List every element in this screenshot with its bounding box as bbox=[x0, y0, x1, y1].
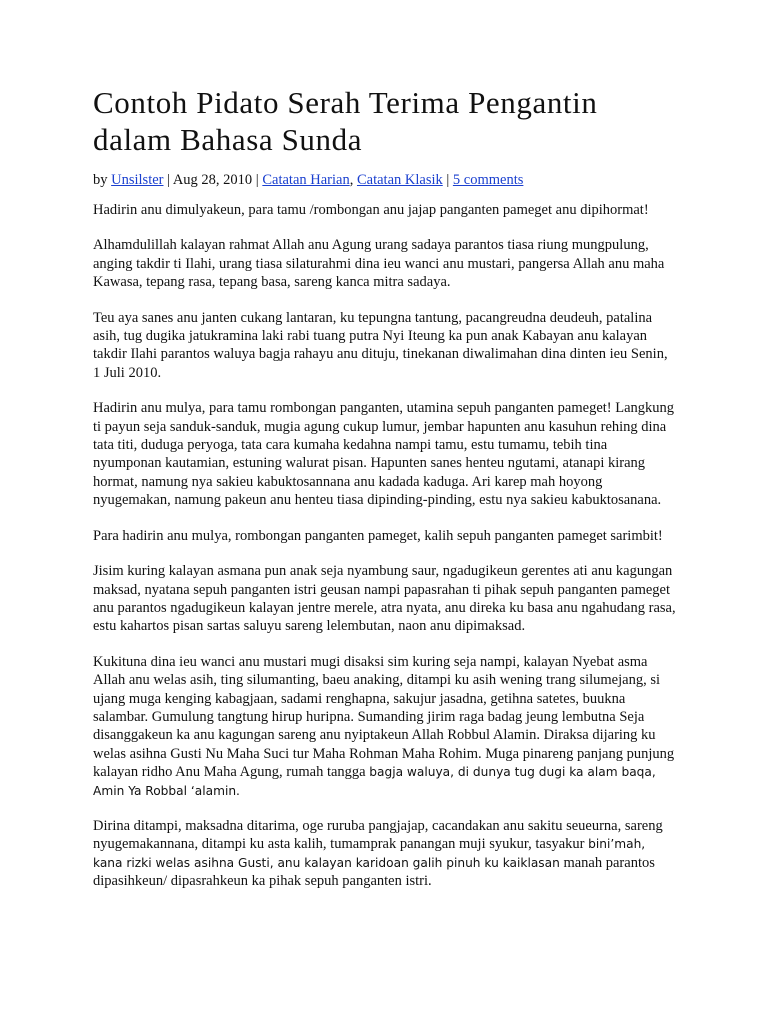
paragraph-8 bbox=[93, 817, 676, 891]
paragraph-8-closing: manah parantos dipasihkeun/ dipasrahkeun ka pihak sepuh panganten istri. bbox=[93, 854, 655, 890]
paragraph-7-closing: bagja waluya, di dunya tug dugi ka alam baqa, Amin Ya Robbal ‘alamin. bbox=[93, 765, 656, 798]
title-line-2: dalam Bahasa Sunda bbox=[93, 122, 363, 157]
category-link-catatan-klasik[interactable]: Catatan Klasik bbox=[356, 172, 443, 188]
post-meta bbox=[93, 170, 676, 190]
paragraph-5: Para hadirin anu mulya, rombongan panganten pameget, kalih sepuh panganten pameget sarimbit! bbox=[93, 527, 663, 544]
paragraph-8-body: Dirina ditampi, maksadna ditarima, oge ruruba pangjajap, cacandakan anu sakitu seueurna, sareng nyugemakannana, ditampi ku asta kalih, tumamprak panangan muji syukur, tasyakur bbox=[93, 817, 663, 853]
meta-separator: | bbox=[442, 172, 453, 188]
page-title bbox=[93, 84, 676, 158]
paragraph-4: Hadirin anu mulya, para tamu rombongan panganten, utamina sepuh panganten pameget! Langkung ti payun seja sanduk-sanduk, mugia agung cukup lumur, jembar hapunten anu kasuhun rehing dina tata titi, duduga peryoga, tata cara kumaha kedahna nampi tamu, estu tumamu, tebih tina nyumponan kautamian, estuning walurat pisan. Hapunten sanes henteu ngutami, atanapi kirang hormat, namung nya sakieu kabuktosannana anu kadada kaduga. Ari karep mah hoyong nyugemakan, namung pakeun anu henteu tiasa dipinding-pinding, estu nya sakieu kabuktosanana. bbox=[93, 400, 675, 509]
comments-link[interactable]: 5 comments bbox=[452, 172, 524, 188]
category-link-catatan-harian[interactable]: Catatan Harian bbox=[262, 172, 350, 188]
meta-comma: , bbox=[349, 172, 357, 188]
paragraph-7-body: Kukituna dina ieu wanci anu mustari mugi disaksi sim kuring seja nampi, kalayan Nyebat asma Allah anu welas asih, ting silumanting, baeu anaking, ditampi ku asih wening trang silumejang, si ujang muga kenging kabagjaan, sadami renghapna, sakujur jasadna, getihna satetes, buukna salambar. Gumulung tangtung hirup huripna. Sumanding jirim raga badag jeung lembutna Seja disanggakeun ka anu kagungan sareng anu nyiptakeun Allah Robbul Alamin. Diraksa dijaring ku welas asihna Gusti Nu Maha Suci tur Maha Rohman Maha Rohim. Muga pinareng panjang punjung kalayan ridho Anu Maha Agung, rumah tangga bbox=[93, 653, 675, 781]
article bbox=[93, 84, 676, 908]
paragraph-8-middle: bini’mah, kana rizki welas asihna Gusti, anu kalayan karidoan galih pinuh ku kaiklasan bbox=[93, 837, 646, 870]
paragraph-1: Hadirin anu dimulyakeun, para tamu /rombongan anu jajap panganten pameget anu dipihormat! bbox=[93, 202, 649, 218]
paragraph-7 bbox=[93, 653, 676, 800]
meta-date: | Aug 28, 2010 | bbox=[163, 172, 263, 188]
author-link[interactable]: Unsilster bbox=[111, 172, 164, 188]
paragraph-2: Alhamdulillah kalayan rahmat Allah anu Agung urang sadaya parantos tiasa riung mungpulung, anging takdir ti Ilahi, urang tiasa silaturahmi dina ieu wanci anu mustari, pangersa Allah anu maha Kawasa, tepang rasa, tepang basa, sareng kanca mitra sadaya. bbox=[93, 237, 665, 291]
paragraph-3: Teu aya sanes anu janten cukang lantaran, ku tepungna tantung, pacangreudna deudeuh, patalina asih, tug dugika jatukramina laki rabi tuang putra Nyi Iteung ka pun anak Kabayan anu kalayan takdir Ilahi parantos waluya bagja rahayu anu dituju, tinekanan diwalimahan dina dinten ieu Senin, 1 Juli 2010. bbox=[93, 309, 668, 381]
meta-by: by bbox=[93, 172, 112, 188]
paragraph-6: Jisim kuring kalayan asmana pun anak seja nyambung saur, ngadugikeun gerentes ati anu kagungan maksad, nyatana sepuh panganten istri geusan nampi papasrahan ti pihak sepuh panganten pameget anu parantos ngadugikeun kalayan jentre merele, atra nyata, anu direka ku basa anu ngahudang rasa, estu kahartos pisan sartas saluyu sareng lelembutan, naon anu dipimaksad. bbox=[93, 563, 676, 635]
title-line-1: Contoh Pidato Serah Terima Pengantin bbox=[93, 85, 598, 120]
